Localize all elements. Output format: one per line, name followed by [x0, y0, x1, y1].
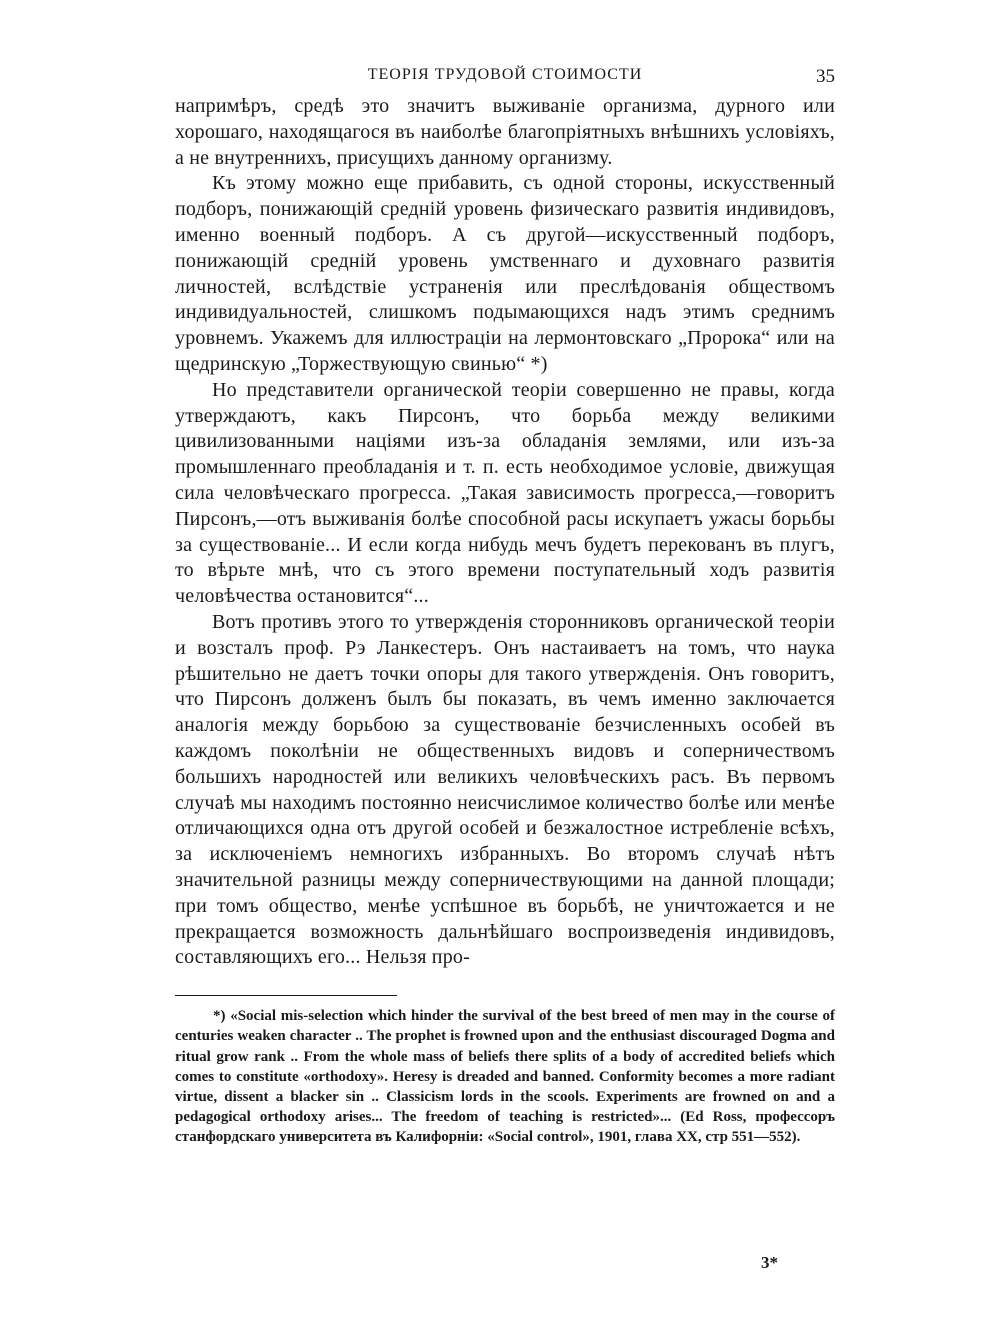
paragraph: Къ этому можно еще прибавить, съ одной стороны, искусственный подборъ, понижающій средній уровень физическаго развитія индивидовъ, именно военный подборъ. А съ другой—искусственный подборъ, понижающій средній уровень умственнаго и духовнаго развитія личностей, вслѣдствіе устраненія или преслѣдованія обществомъ индивидуальностей, слишкомъ подымающихся надъ этимъ среднимъ уровнемъ. Укажемъ для иллюстраціи на лермонтовскаго „Пророка“ или на щедринскую „Торжествующую свинью“ *) — [175, 172, 835, 375]
paragraph: напримѣръ, средѣ это значитъ выживаніе организма, дурного или хорошаго, находящагося въ наиболѣе благопріятныхъ внѣшнихъ условіяхъ, а не внутреннихъ, присущихъ данному организму. — [175, 95, 835, 169]
signature-mark: 3* — [761, 1253, 778, 1272]
footnote — [175, 1006, 835, 1147]
running-title: ТЕОРІЯ ТРУДОВОЙ СТОИМОСТИ — [367, 66, 643, 83]
page-number: 35 — [816, 66, 835, 87]
footnote-text: *) «Social mis-selection which hinder the survival of the best breed of men may in the course of centuries weaken character .. The prophet is frowned upon and the enthusiast discouraged Dogma and ritual grow rank .. From the whole mass of beliefs there splits of a body of accredited beliefs which comes to constitute «orthodoxy». Heresy is dreaded and banned. Conformity becomes a more radiant virtue, dissent a blacker sin .. Classicism lords in the scools. Experiments are frowned on and a pedagogical orthodoxy arises... The freedom of teaching is restricted»... (Ed Ross, профессоръ станфордскаго университета въ Калифорніи: «Social control», 1901, глава XX, стр 551—552). — [175, 1008, 835, 1146]
main-text — [175, 94, 835, 971]
footnote-divider — [175, 995, 397, 996]
running-header — [175, 62, 835, 94]
paragraph: Но представители органической теоріи совершенно не правы, когда утверждаютъ, какъ Пирсонъ, что борьба между великими цивилизованными націями изъ-за обладанія землями, или изъ-за промышленнаго преобладанія и т. п. есть необходимое условіе, движущая сила человѣческаго прогресса. „Такая зависимость прогресса,—говоритъ Пирсонъ,—отъ выживанія болѣе способной расы искупаетъ ужасы борьбы за существованіе... И если когда нибудь мечъ будетъ перекованъ въ плугъ, то вѣрьте мнѣ, что съ этого времени поступательный ходъ развитія человѣчества остановится“... — [175, 378, 835, 608]
book-page — [175, 62, 835, 1148]
paragraph: Вотъ противъ этого то утвержденія сторонниковъ органической теоріи и возсталъ проф. Рэ Ланкестеръ. Онъ настаиваетъ на томъ, что наука рѣшительно не даетъ точки опоры для такого утвержденія. Онъ говоритъ, что Пирсонъ долженъ былъ бы показать, въ чемъ именно заключается аналогія между борьбою за существованіе безчисленныхъ особей въ каждомъ поколѣніи не общественныхъ видовъ и соперничествомъ большихъ народностей или великихъ человѣческихъ расъ. Въ первомъ случаѣ мы находимъ постоянно неисчислимое количество болѣе или менѣе отличающихся одна отъ другой особей и безжалостное истребленіе всѣхъ, за исключеніемъ немногихъ избранныхъ. Во второмъ случаѣ нѣтъ значительной разницы между соперничествующими на данной площади; при томъ общество, менѣе успѣшное въ борьбѣ, не уничтожается и не прекращается возможность дальнѣйшаго воспроизведенія индивидовъ, составляющихъ его... Нельзя про- — [175, 610, 835, 969]
